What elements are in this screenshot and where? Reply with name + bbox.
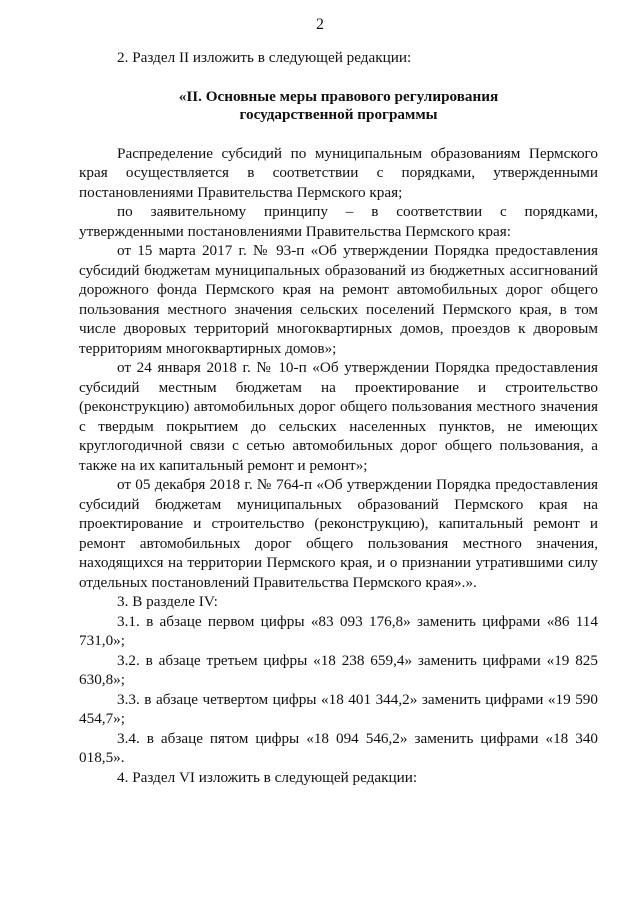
page-number: 2 bbox=[316, 16, 324, 33]
section-heading-line-2: государственной программы bbox=[239, 105, 438, 123]
paragraph-decree-10p: от 24 января 2018 г. № 10-п «Об утверждении Порядка предоставления субсидий местным бюджетам на проектирование и строительство (реконструкцию) автомобильных дорог общего пользования местного значения с твердым покрытием до сельских населенных пунктов, не имеющих круглогодичной связи с сетью автомобильных дорог общего пользования, а также на их капитальный ремонт и ремонт»; bbox=[79, 359, 598, 474]
paragraph-3-3: 3.3. в абзаце четвертом цифры «18 401 344,2» заменить цифрами «19 590 454,7»; bbox=[79, 690, 598, 727]
paragraph-3-2: 3.2. в абзаце третьем цифры «18 238 659,4» заменить цифрами «19 825 630,8»; bbox=[79, 651, 598, 688]
section-heading-line-1: «II. Основные меры правового регулирования bbox=[178, 87, 499, 105]
paragraph-3-1: 3.1. в абзаце первом цифры «83 093 176,8» заменить цифрами «86 114 731,0»; bbox=[79, 612, 598, 649]
paragraph-section-iv: 3. В разделе IV: bbox=[117, 593, 218, 610]
paragraph-section-vi: 4. Раздел VI изложить в следующей редакции: bbox=[117, 768, 418, 786]
paragraph-application-principle: по заявительному принципу – в соответствии с порядками, утвержденными постановлениями Правительства Пермского края: bbox=[79, 203, 598, 240]
section-intro-paragraph: 2. Раздел II изложить в следующей редакции: bbox=[117, 49, 412, 66]
paragraph-decree-764p: от 05 декабря 2018 г. № 764-п «Об утверждении Порядка предоставления субсидий бюджетам муниципальных образований Пермского края на проектирование и строительство (реконструкцию), капитальный ремонт и ремонт автомобильных дорог общего пользования местного значения, находящихся на территории Пермского края, и о признании утратившими силу отдельных постановлений Правительства Пермского края».». bbox=[79, 476, 598, 591]
section-heading bbox=[79, 88, 598, 124]
document-body bbox=[79, 48, 598, 787]
paragraph-subsidy-distribution: Распределение субсидий по муниципальным образованиям Пермского края осуществляется в соответствии с порядками, утвержденными постановлениями Правительства Пермского края; bbox=[79, 144, 598, 201]
paragraph-3-4: 3.4. в абзаце пятом цифры «18 094 546,2» заменить цифрами «18 340 018,5». bbox=[79, 729, 598, 766]
paragraph-decree-93p: от 15 марта 2017 г. № 93-п «Об утверждении Порядка предоставления субсидий бюджетам муниципальных образований из бюджетных ассигнований дорожного фонда Пермского края на ремонт автомобильных дорог общего пользования местного значения сельских поселений Пермского края, в том числе дворовых территорий многоквартирных домов, проездов к дворовым территориям многоквартирных домов»; bbox=[79, 242, 598, 357]
